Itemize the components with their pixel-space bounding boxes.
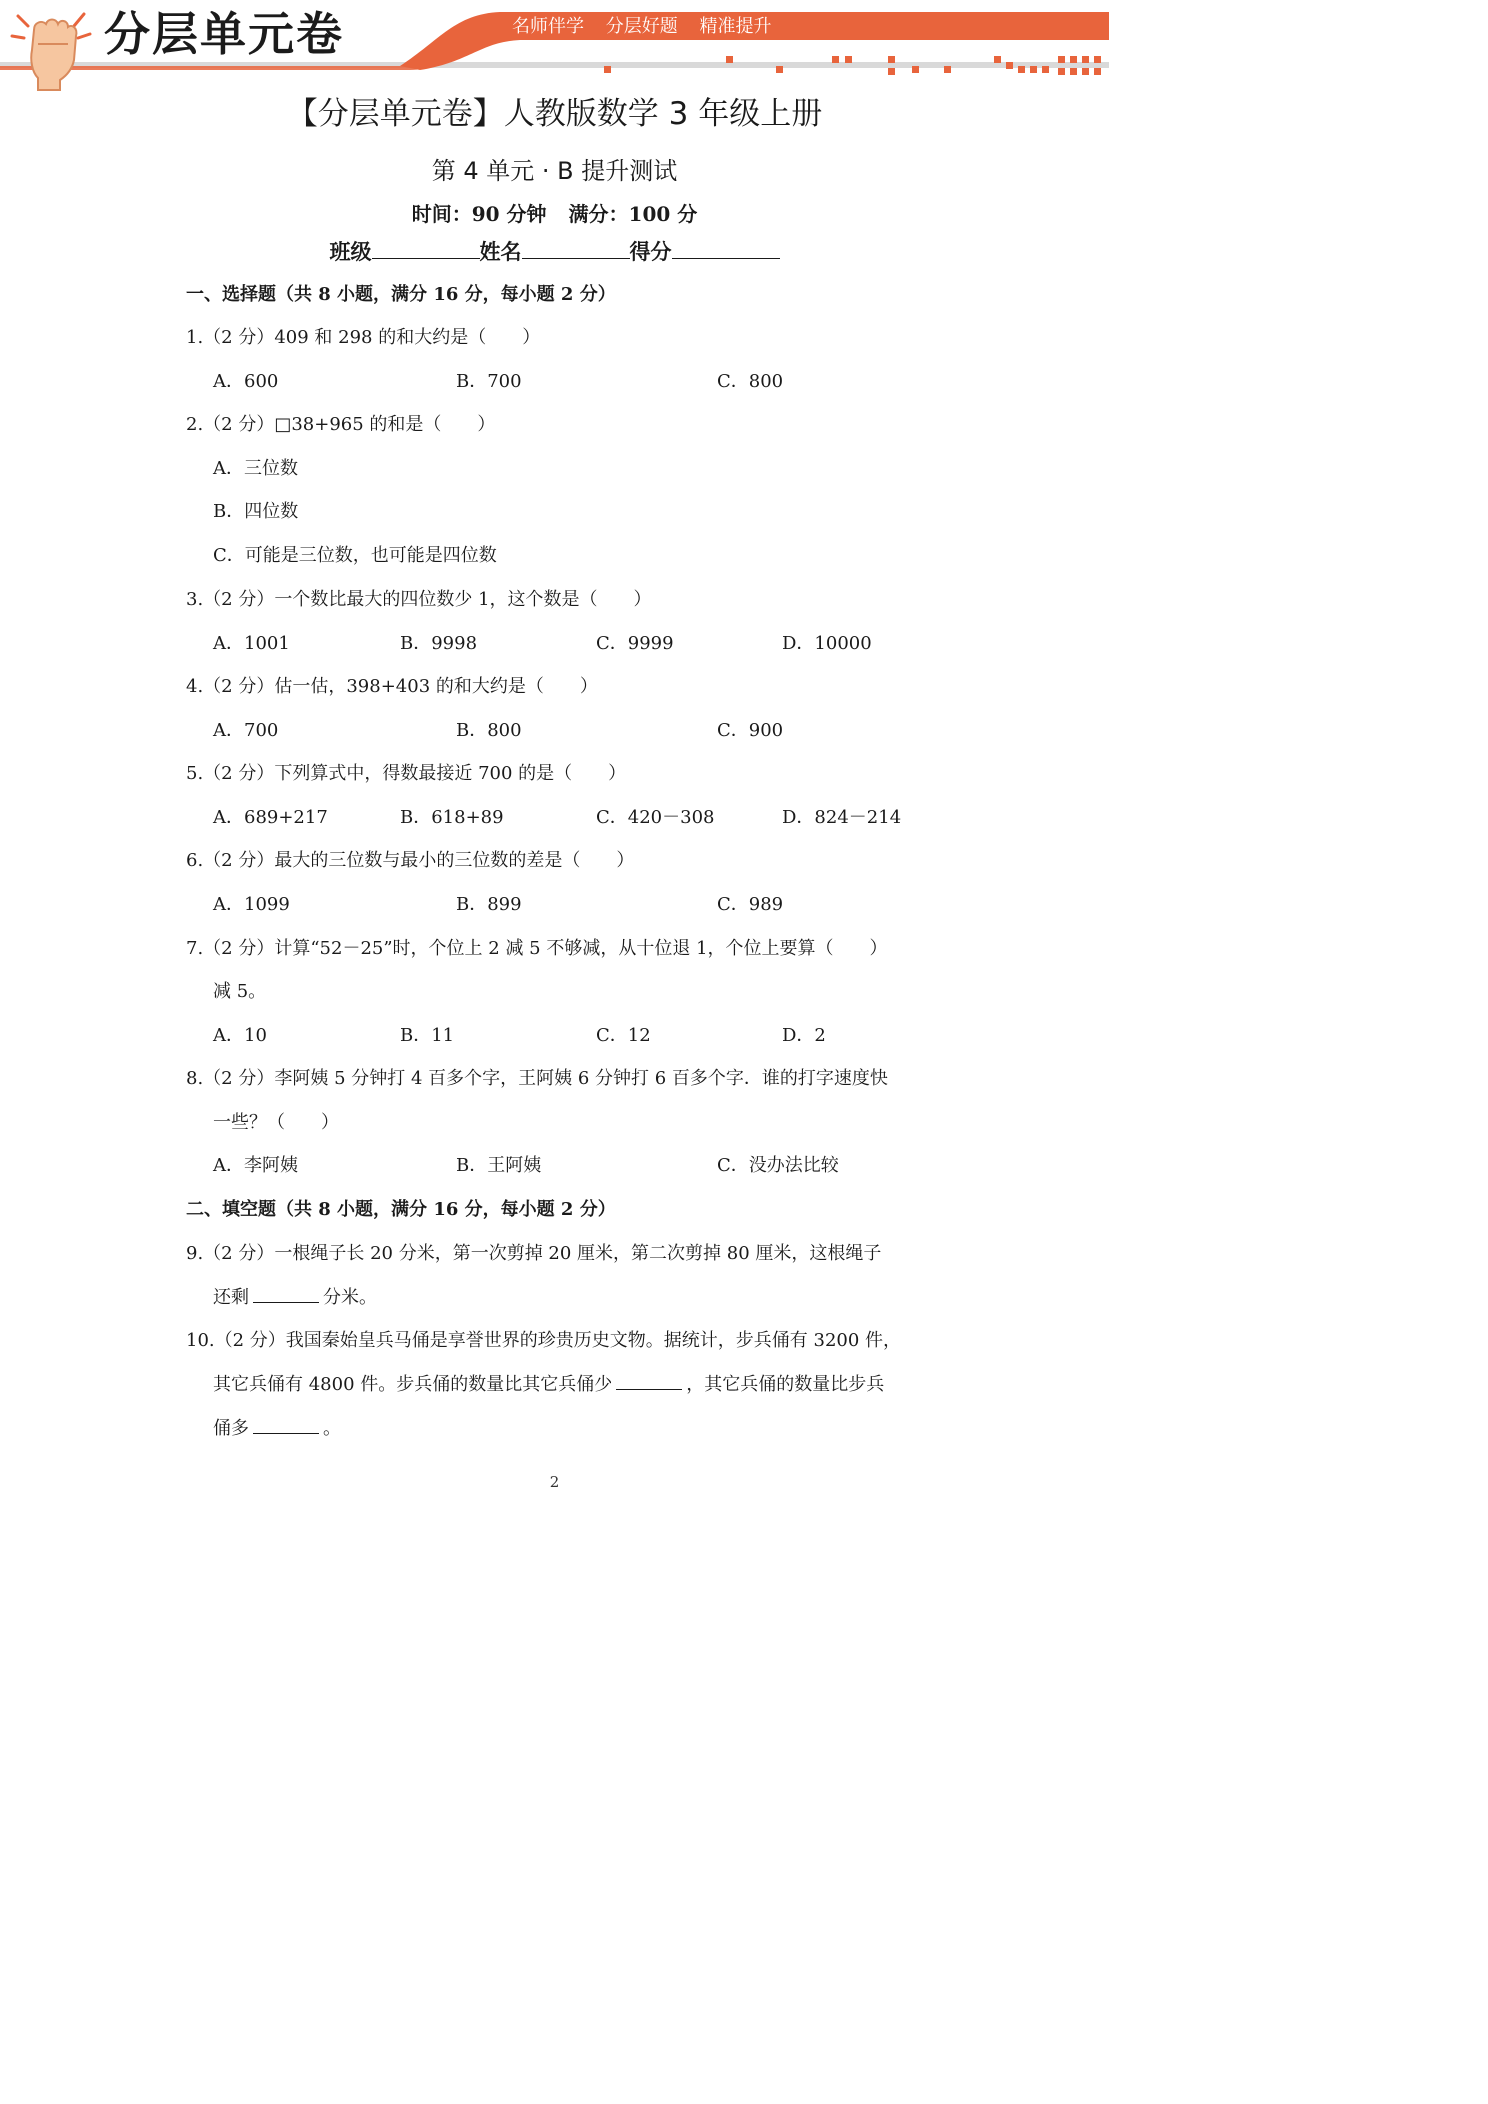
question-5: 5.（2 分）下列算式中，得数最接近 700 的是（ ） (186, 763, 627, 784)
option-c[interactable]: C．420－308 (596, 807, 715, 828)
option-a[interactable]: A．700 (213, 720, 279, 741)
page-subtitle: 第 4 单元 · B 提升测试 (431, 157, 678, 185)
option-a[interactable]: A．1001 (213, 633, 290, 654)
option-a[interactable]: A．三位数 (213, 458, 298, 479)
option-b[interactable]: B．11 (400, 1025, 455, 1046)
option-a[interactable]: A．李阿姨 (213, 1155, 298, 1176)
option-b[interactable]: B．700 (456, 371, 522, 392)
option-c[interactable]: C．9999 (596, 633, 674, 654)
brand-title: 分层单元卷 (104, 7, 344, 61)
option-c[interactable]: C．900 (717, 720, 784, 741)
page-title: 【分层单元卷】人教版数学 3 年级上册 (286, 96, 823, 132)
option-c[interactable]: C．可能是三位数，也可能是四位数 (213, 545, 497, 566)
option-b[interactable]: B．王阿姨 (456, 1155, 542, 1176)
answer-blank[interactable] (253, 1282, 319, 1303)
option-b[interactable]: B．899 (456, 894, 522, 915)
question-10-continued (213, 1413, 341, 1444)
question-text: 。 (323, 1418, 341, 1439)
time-label: 时间：90 分钟 (411, 202, 547, 226)
question-text: 俑多 (213, 1418, 249, 1439)
question-10: 10.（2 分）我国秦始皇兵马俑是享誉世界的珍贵历史文物。据统计，步兵俑有 3200 件， (186, 1330, 902, 1351)
question-text: 其它兵俑有 4800 件。步兵俑的数量比其它兵俑少 (213, 1374, 613, 1395)
student-info (0, 234, 1109, 269)
option-d[interactable]: D．824－214 (782, 807, 902, 828)
option-d[interactable]: D．2 (782, 1025, 826, 1046)
question-10-continued (213, 1369, 884, 1400)
option-c[interactable]: C．989 (717, 894, 784, 915)
page-number: 2 (549, 1473, 560, 1491)
score-label: 满分：100 分 (568, 202, 698, 226)
score-field[interactable] (672, 234, 780, 259)
option-b[interactable]: B．9998 (400, 633, 478, 654)
slogan (512, 14, 787, 40)
question-7: 7.（2 分）计算“52－25”时，个位上 2 减 5 不够减，从十位退 1，个位上要算（ ） (186, 938, 888, 959)
question-text: 分米。 (323, 1287, 377, 1308)
option-a[interactable]: A．10 (213, 1025, 267, 1046)
name-label: 姓名 (479, 239, 522, 264)
option-b[interactable]: B．四位数 (213, 501, 299, 522)
section-heading: 二、填空题（共 8 小题，满分 16 分，每小题 2 分） (186, 1199, 616, 1220)
question-9-continued (213, 1282, 377, 1313)
question-9: 9.（2 分）一根绳子长 20 分米，第一次剪掉 20 厘米，第二次剪掉 80 厘米，这根绳子 (186, 1243, 882, 1264)
slogan-item: 精准提升 (699, 16, 772, 37)
option-a[interactable]: A．1099 (213, 894, 290, 915)
answer-blank[interactable] (253, 1413, 319, 1434)
question-6: 6.（2 分）最大的三位数与最小的三位数的差是（ ） (186, 850, 635, 871)
question-1: 1.（2 分）409 和 298 的和大约是（ ） (186, 327, 541, 348)
class-label: 班级 (329, 239, 372, 264)
option-b[interactable]: B．800 (456, 720, 522, 741)
option-d[interactable]: D．10000 (782, 633, 872, 654)
name-field[interactable] (522, 234, 630, 259)
option-c[interactable]: C．800 (717, 371, 784, 392)
question-8: 8.（2 分）李阿姨 5 分钟打 4 百多个字，王阿姨 6 分钟打 6 百多个字．谁的打字速度快 (186, 1068, 888, 1089)
answer-blank[interactable] (616, 1369, 682, 1390)
option-a[interactable]: A．689+217 (213, 807, 328, 828)
class-field[interactable] (372, 234, 480, 259)
question-4: 4.（2 分）估一估，398+403 的和大约是（ ） (186, 676, 598, 697)
question-8-continued: 一些？（ ） (213, 1112, 339, 1133)
option-c[interactable]: C．12 (596, 1025, 651, 1046)
question-text: 还剩 (213, 1287, 249, 1308)
question-3: 3.（2 分）一个数比最大的四位数少 1，这个数是（ ） (186, 589, 652, 610)
option-c[interactable]: C．没办法比较 (717, 1155, 839, 1176)
slogan-item: 名师伴学 (512, 16, 584, 37)
score-field-label: 得分 (629, 239, 672, 264)
question-2: 2.（2 分）□38+965 的和是（ ） (186, 414, 496, 435)
question-7-continued: 减 5。 (213, 981, 267, 1002)
option-b[interactable]: B．618+89 (400, 807, 504, 828)
slogan-item: 分层好题 (605, 16, 678, 37)
section-heading: 一、选择题（共 8 小题，满分 16 分，每小题 2 分） (186, 284, 616, 305)
header-banner (0, 0, 1109, 92)
exam-meta (0, 198, 1109, 230)
option-a[interactable]: A．600 (213, 371, 279, 392)
raised-fist-icon (4, 0, 100, 92)
question-text: ，其它兵俑的数量比步兵 (686, 1374, 885, 1395)
